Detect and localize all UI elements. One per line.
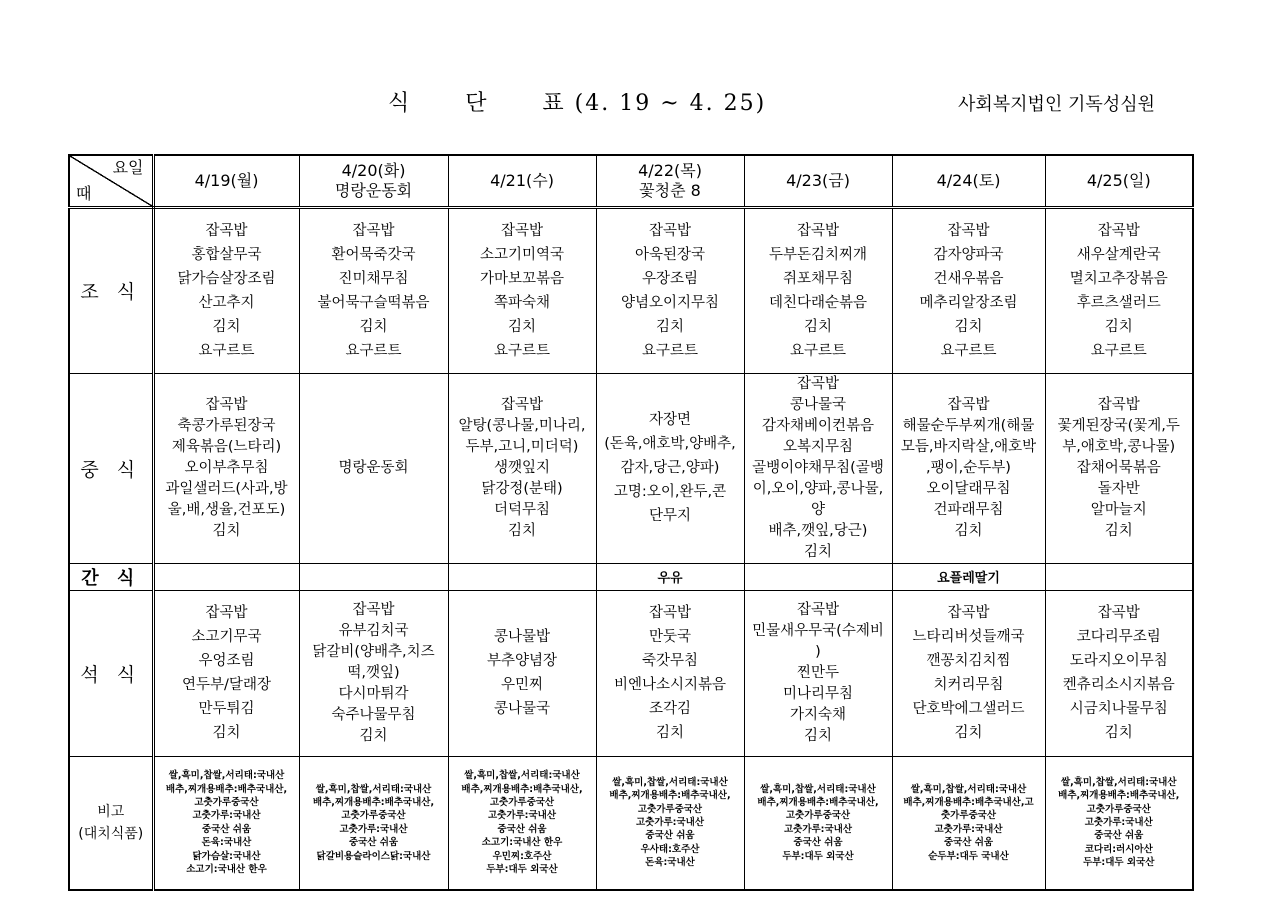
menu-item: 울,배,생율,건포도) (167, 501, 286, 518)
menu-item: 축콩가루된장국 (177, 417, 276, 434)
menu-item: 건파래무침 (933, 501, 1004, 518)
menu-item: 고춧가루중국산 (341, 810, 406, 822)
menu-item: 잡곡밥 (947, 222, 990, 239)
menu-item: 건새우볶음 (933, 270, 1004, 287)
menu-item: 닭갈비용슬라이스닭:국내산 (316, 850, 431, 862)
menu-item: 잡곡밥 (796, 601, 840, 618)
menu-item: 가마보꼬볶음 (479, 270, 565, 287)
notes-cell (596, 756, 744, 890)
menu-item: 배추,찌개용배추:배추국내산,고 (903, 796, 1034, 808)
menu-item: 아욱된장국 (634, 246, 706, 263)
menu-item: 중국산 쉬움 (943, 837, 994, 849)
notes-row (69, 756, 1193, 890)
menu-item: 죽갓무침 (641, 653, 699, 669)
meal-label-snack: 간 식 (69, 563, 153, 590)
menu-item: (돈육,애호박,양배추, (604, 436, 736, 452)
menu-item: 김치 (954, 318, 983, 335)
menu-item: 명랑운동회 (338, 460, 409, 476)
day-header: 4/21(수) (448, 155, 596, 207)
dinner-row (69, 590, 1193, 756)
menu-item: 도라지오이무침 (1069, 653, 1168, 669)
menu-item: 배추,찌개용배추:배추국내산, (757, 796, 879, 808)
menu-cell (1045, 207, 1193, 373)
menu-item: 부,애호박,콩나물) (1062, 438, 1176, 455)
menu-item: 다시마튀각 (338, 685, 409, 702)
menu-item: 깬꽁치김치찜 (926, 653, 1011, 669)
menu-cell (744, 373, 892, 563)
menu-item: 두부:대두 외국산 (782, 850, 854, 862)
snack-cell: 요플레딸기 (892, 563, 1045, 590)
corner-day-label: 요일 (112, 158, 144, 177)
menu-item: 닭강정(분태) (481, 480, 563, 497)
menu-item: 쌀,흑미,찹쌀,서리태:국내산 (760, 783, 876, 795)
menu-item: 순두부:대두 국내산 (928, 850, 1009, 862)
menu-item: 감자채베이컨볶음 (761, 417, 875, 434)
menu-item: 제육볶음(느타리) (171, 438, 282, 455)
menu-item: 우민찌 (500, 677, 544, 693)
menu-item: 닭가슴살:국내산 (192, 850, 261, 862)
menu-item: 홍합살무국 (191, 246, 262, 263)
day-header: 4/19(월) (153, 155, 299, 207)
menu-item: 메추리알장조림 (919, 294, 1018, 311)
notes-cell (892, 756, 1045, 890)
notes-cell (299, 756, 448, 890)
menu-item: 멸치고추장볶음 (1069, 270, 1168, 287)
menu-item: 배추,찌개용배추:배추국내산, (165, 783, 288, 795)
meal-label-breakfast: 조 식 (69, 207, 153, 373)
menu-item: 쪽파숙채 (493, 294, 551, 311)
menu-item: 쌀,흑미,찹쌀,서리태:국내산 (168, 770, 285, 782)
menu-cell (153, 373, 299, 563)
menu-item: 고춧가루:국내산 (783, 823, 853, 835)
menu-item: 요구르트 (345, 342, 402, 359)
day-header: 4/22(목) 꽃청춘 8 (596, 155, 744, 207)
header-row (69, 155, 1193, 207)
corner-cell (69, 155, 153, 207)
menu-item: 연두부/달래장 (182, 677, 271, 693)
menu-item: 새우살계란국 (1076, 246, 1161, 263)
menu-item: 고춧가루:국내산 (934, 823, 1003, 835)
menu-item: 알마늘지 (1090, 501, 1147, 518)
menu-item: 잡곡밥 (1097, 396, 1140, 413)
menu-item: 소고기:국내산 한우 (186, 863, 267, 875)
menu-item: 켄츄리소시지볶음 (1062, 677, 1175, 693)
menu-item: 오이달래무침 (926, 480, 1011, 497)
menu-item: 배추,찌개용배추:배추국내산, (1058, 790, 1180, 802)
menu-item: 김치 (803, 318, 832, 335)
menu-cell (448, 207, 596, 373)
menu-cell (1045, 373, 1193, 563)
menu-item: 김치 (954, 725, 983, 741)
menu-item: 김치 (803, 543, 832, 560)
menu-item: 쌀,흑미,찹쌀,서리태:국내산 (910, 783, 1027, 795)
menu-item: 쌀,흑미,찹쌀,서리태:국내산 (612, 776, 728, 788)
menu-item: 생깻잎지 (493, 459, 551, 476)
menu-cell (299, 590, 448, 756)
menu-item: 부추양념장 (486, 653, 558, 669)
menu-item: 잡곡밥 (796, 222, 840, 239)
menu-item: 김치 (954, 522, 983, 539)
day-header: 4/24(토) (892, 155, 1045, 207)
page-title: 식 단 표 (4. 19 ~ 4. 25) (388, 91, 767, 116)
menu-item: 김치 (359, 318, 388, 335)
menu-item: 우민찌:호주산 (492, 850, 552, 862)
menu-item: 골뱅이야채무침(골뱅 (752, 459, 884, 476)
organization-name: 사회복지법인 기독성심원 (958, 94, 1155, 115)
menu-item: 중국산 쉬움 (793, 837, 843, 849)
menu-item: 느타리버섯들깨국 (912, 629, 1025, 645)
menu-item: 요구르트 (1090, 342, 1147, 359)
menu-cell (596, 590, 744, 756)
menu-item: 잡곡밥 (500, 396, 544, 413)
menu-item: 모듬,바지락살,애호박 (900, 438, 1037, 455)
menu-item: 단호박에그샐러드 (912, 701, 1025, 717)
snack-cell (1045, 563, 1193, 590)
menu-item: 중국산 쉬움 (1094, 830, 1144, 842)
menu-item: 돈육:국내산 (645, 857, 695, 869)
menu-item: 김치 (212, 725, 241, 741)
menu-item: 김치 (359, 727, 388, 744)
menu-item: 김치 (1104, 522, 1133, 539)
menu-item: 불어묵구슬떡볶음 (317, 294, 430, 311)
menu-item: 산고추지 (198, 294, 255, 311)
menu-item: 두부:대두 외국산 (486, 863, 558, 875)
menu-item: 오복지무침 (782, 438, 854, 455)
snack-cell: 우유 (596, 563, 744, 590)
menu-item: 고춧가루:국내산 (339, 823, 408, 835)
menu-item: 김치 (212, 522, 241, 539)
menu-item: 우엉조림 (198, 653, 255, 669)
menu-item: 콩나물밥 (493, 629, 551, 645)
menu-item: 만둣국 (648, 629, 692, 645)
meal-label-lunch: 중 식 (69, 373, 153, 563)
menu-item: 치커리무침 (933, 677, 1004, 693)
menu-item: 가지숙채 (789, 706, 847, 723)
menu-item: 숙주나물무침 (331, 706, 416, 723)
menu-item: 비엔나소시지볶음 (613, 677, 727, 693)
menu-item: 잡곡밥 (352, 222, 395, 239)
menu-item: 춧가루중국산 (940, 810, 997, 822)
menu-item: 민물새우무국(수제비 (752, 622, 884, 639)
menu-item: 잡곡밥 (500, 222, 544, 239)
menu-item: 김치 (507, 522, 536, 539)
breakfast-row (69, 207, 1193, 373)
menu-cell (153, 207, 299, 373)
menu-item: 고춧가루:국내산 (1084, 817, 1153, 829)
menu-item: 고춧가루중국산 (785, 810, 851, 822)
menu-item: 콩나물국 (493, 701, 551, 717)
menu-item: 코다리:러시아산 (1084, 843, 1153, 855)
meal-label-dinner: 석 식 (69, 590, 153, 756)
menu-item: 쌀,흑미,찹쌀,서리태:국내산 (315, 783, 432, 795)
menu-item: 김치 (803, 727, 832, 744)
menu-item: 진미채무침 (338, 270, 409, 287)
menu-cell (299, 207, 448, 373)
menu-item: 고춧가루중국산 (1086, 803, 1151, 815)
menu-item: 고명:오이,완두,콘 (613, 484, 727, 500)
menu-item: 잡채어묵볶음 (1076, 459, 1161, 476)
menu-item: 소고기무국 (191, 629, 262, 645)
menu-cell (744, 590, 892, 756)
menu-item: 김치 (655, 725, 684, 741)
menu-item: 후르츠샐러드 (1076, 294, 1161, 311)
menu-item: 두부:대두 외국산 (1083, 857, 1155, 869)
menu-cell (1045, 590, 1193, 756)
menu-item: 미나리무침 (782, 685, 854, 702)
day-header: 4/23(금) (744, 155, 892, 207)
notes-cell (1045, 756, 1193, 890)
menu-item: 김치 (1104, 725, 1133, 741)
menu-item: 만두튀김 (198, 701, 255, 717)
menu-cell (596, 207, 744, 373)
menu-item: ) (815, 643, 821, 660)
day-header: 4/20(화) 명랑운동회 (299, 155, 448, 207)
menu-cell (448, 590, 596, 756)
menu-item: 쥐포채무침 (782, 270, 854, 287)
menu-table (68, 154, 1194, 891)
menu-item: 쌀,흑미,찹쌀,서리태:국내산 (464, 770, 580, 782)
menu-item: ,팽이,순두부) (926, 459, 1011, 476)
menu-item: 중국산 쉬움 (497, 823, 547, 835)
meal-label-notes: 비고 (대치식품) (69, 756, 153, 890)
menu-item: 소고기미역국 (479, 246, 565, 263)
menu-item: 요구르트 (940, 342, 997, 359)
menu-item: 잡곡밥 (1097, 605, 1140, 621)
menu-item: 요구르트 (641, 342, 699, 359)
menu-item: 잡곡밥 (947, 396, 990, 413)
menu-cell (892, 590, 1045, 756)
menu-item: 환어묵죽갓국 (331, 246, 416, 263)
menu-item: 양념오이지무침 (620, 294, 720, 311)
menu-item: 시금치나물무침 (1069, 701, 1168, 717)
menu-item: 닭가슴살장조림 (177, 270, 276, 287)
menu-item: 배추,깻잎,당근) (768, 522, 868, 539)
menu-cell (596, 373, 744, 563)
menu-item: 오이부추무침 (184, 459, 269, 476)
snack-row (69, 563, 1193, 590)
menu-item: 이,오이,양파,콩나물,양 (752, 480, 884, 518)
menu-item: 중국산 쉬움 (348, 837, 399, 849)
lunch-row (69, 373, 1193, 563)
notes-cell (153, 756, 299, 890)
menu-cell (744, 207, 892, 373)
menu-item: 우장조림 (641, 270, 699, 287)
menu-item: 잡곡밥 (205, 396, 248, 413)
menu-item: 중국산 쉬움 (645, 830, 695, 842)
menu-item: 중국산 쉬움 (201, 823, 252, 835)
menu-item: 데친다래순볶음 (768, 294, 868, 311)
menu-item: 고춧가루:국내산 (635, 817, 705, 829)
menu-item: 배추,찌개용배추:배추국내산, (609, 790, 731, 802)
menu-cell (153, 590, 299, 756)
menu-item: 고춧가루:국내산 (487, 810, 557, 822)
menu-cell (299, 373, 448, 563)
menu-item: 요구르트 (493, 342, 551, 359)
menu-item: 고춧가루중국산 (194, 796, 259, 808)
notes-cell (744, 756, 892, 890)
menu-item: 감자양파국 (933, 246, 1004, 263)
menu-item: 고춧가루중국산 (637, 803, 703, 815)
menu-item: 김치 (507, 318, 536, 335)
menu-item: 자장면 (648, 412, 692, 428)
menu-item: 잡곡밥 (352, 601, 395, 618)
menu-item: 잡곡밥 (205, 222, 248, 239)
menu-item: 잡곡밥 (947, 605, 990, 621)
menu-item: 고춧가루:국내산 (192, 810, 261, 822)
notes-cell (448, 756, 596, 890)
menu-item: 김치 (212, 318, 241, 335)
corner-time-label: 때 (76, 183, 92, 203)
menu-item: 감자,당근,양파) (620, 460, 720, 476)
menu-item: 떡,깻잎) (347, 664, 400, 681)
menu-item: 요구르트 (789, 342, 847, 359)
menu-cell (892, 373, 1045, 563)
menu-item: 배추,찌개용배추:배추국내산, (312, 796, 435, 808)
snack-cell (744, 563, 892, 590)
menu-item: 두부돈김치찌개 (768, 246, 868, 263)
menu-item: 배추,찌개용배추:배추국내산, (461, 783, 583, 795)
menu-item: 콩나물국 (789, 396, 847, 413)
menu-item: 코다리무조림 (1076, 629, 1161, 645)
menu-item: 과일샐러드(사과,방 (165, 480, 288, 497)
menu-item: 잡곡밥 (796, 375, 840, 392)
menu-item: 잡곡밥 (648, 605, 692, 621)
menu-item: 닭갈비(양배추,치즈 (312, 643, 435, 660)
menu-item: 돌자반 (1097, 480, 1140, 497)
menu-cell (892, 207, 1045, 373)
menu-item: 요구르트 (198, 342, 255, 359)
menu-item: 잡곡밥 (648, 222, 692, 239)
menu-item: 김치 (1104, 318, 1133, 335)
menu-item: 알탕(콩나물,미나리, (458, 417, 586, 434)
menu-item: 조각김 (648, 701, 692, 717)
menu-item: 더덕무침 (493, 501, 551, 518)
snack-cell (153, 563, 299, 590)
menu-item: 유부김치국 (338, 622, 409, 639)
menu-item: 꽃게된장국(꽃게,두 (1057, 417, 1180, 434)
menu-item: 고춧가루중국산 (489, 796, 555, 808)
menu-item: 돈육:국내산 (201, 837, 252, 849)
menu-item: 단무지 (648, 508, 692, 524)
menu-item: 쌀,흑미,찹쌀,서리태:국내산 (1060, 776, 1177, 788)
snack-cell (448, 563, 596, 590)
menu-item: 해물순두부찌개(해물 (902, 417, 1035, 434)
menu-item: 잡곡밥 (205, 605, 248, 621)
menu-item: 찐만두 (796, 664, 840, 681)
menu-item: 우사태:호주산 (640, 843, 700, 855)
menu-item: 소고기:국내산 한우 (481, 837, 563, 849)
menu-item: 두부,고니,미더덕) (465, 438, 579, 455)
menu-item: 잡곡밥 (1097, 222, 1140, 239)
menu-cell (448, 373, 596, 563)
menu-item: 김치 (655, 318, 684, 335)
snack-cell (299, 563, 448, 590)
day-header: 4/25(일) (1045, 155, 1193, 207)
